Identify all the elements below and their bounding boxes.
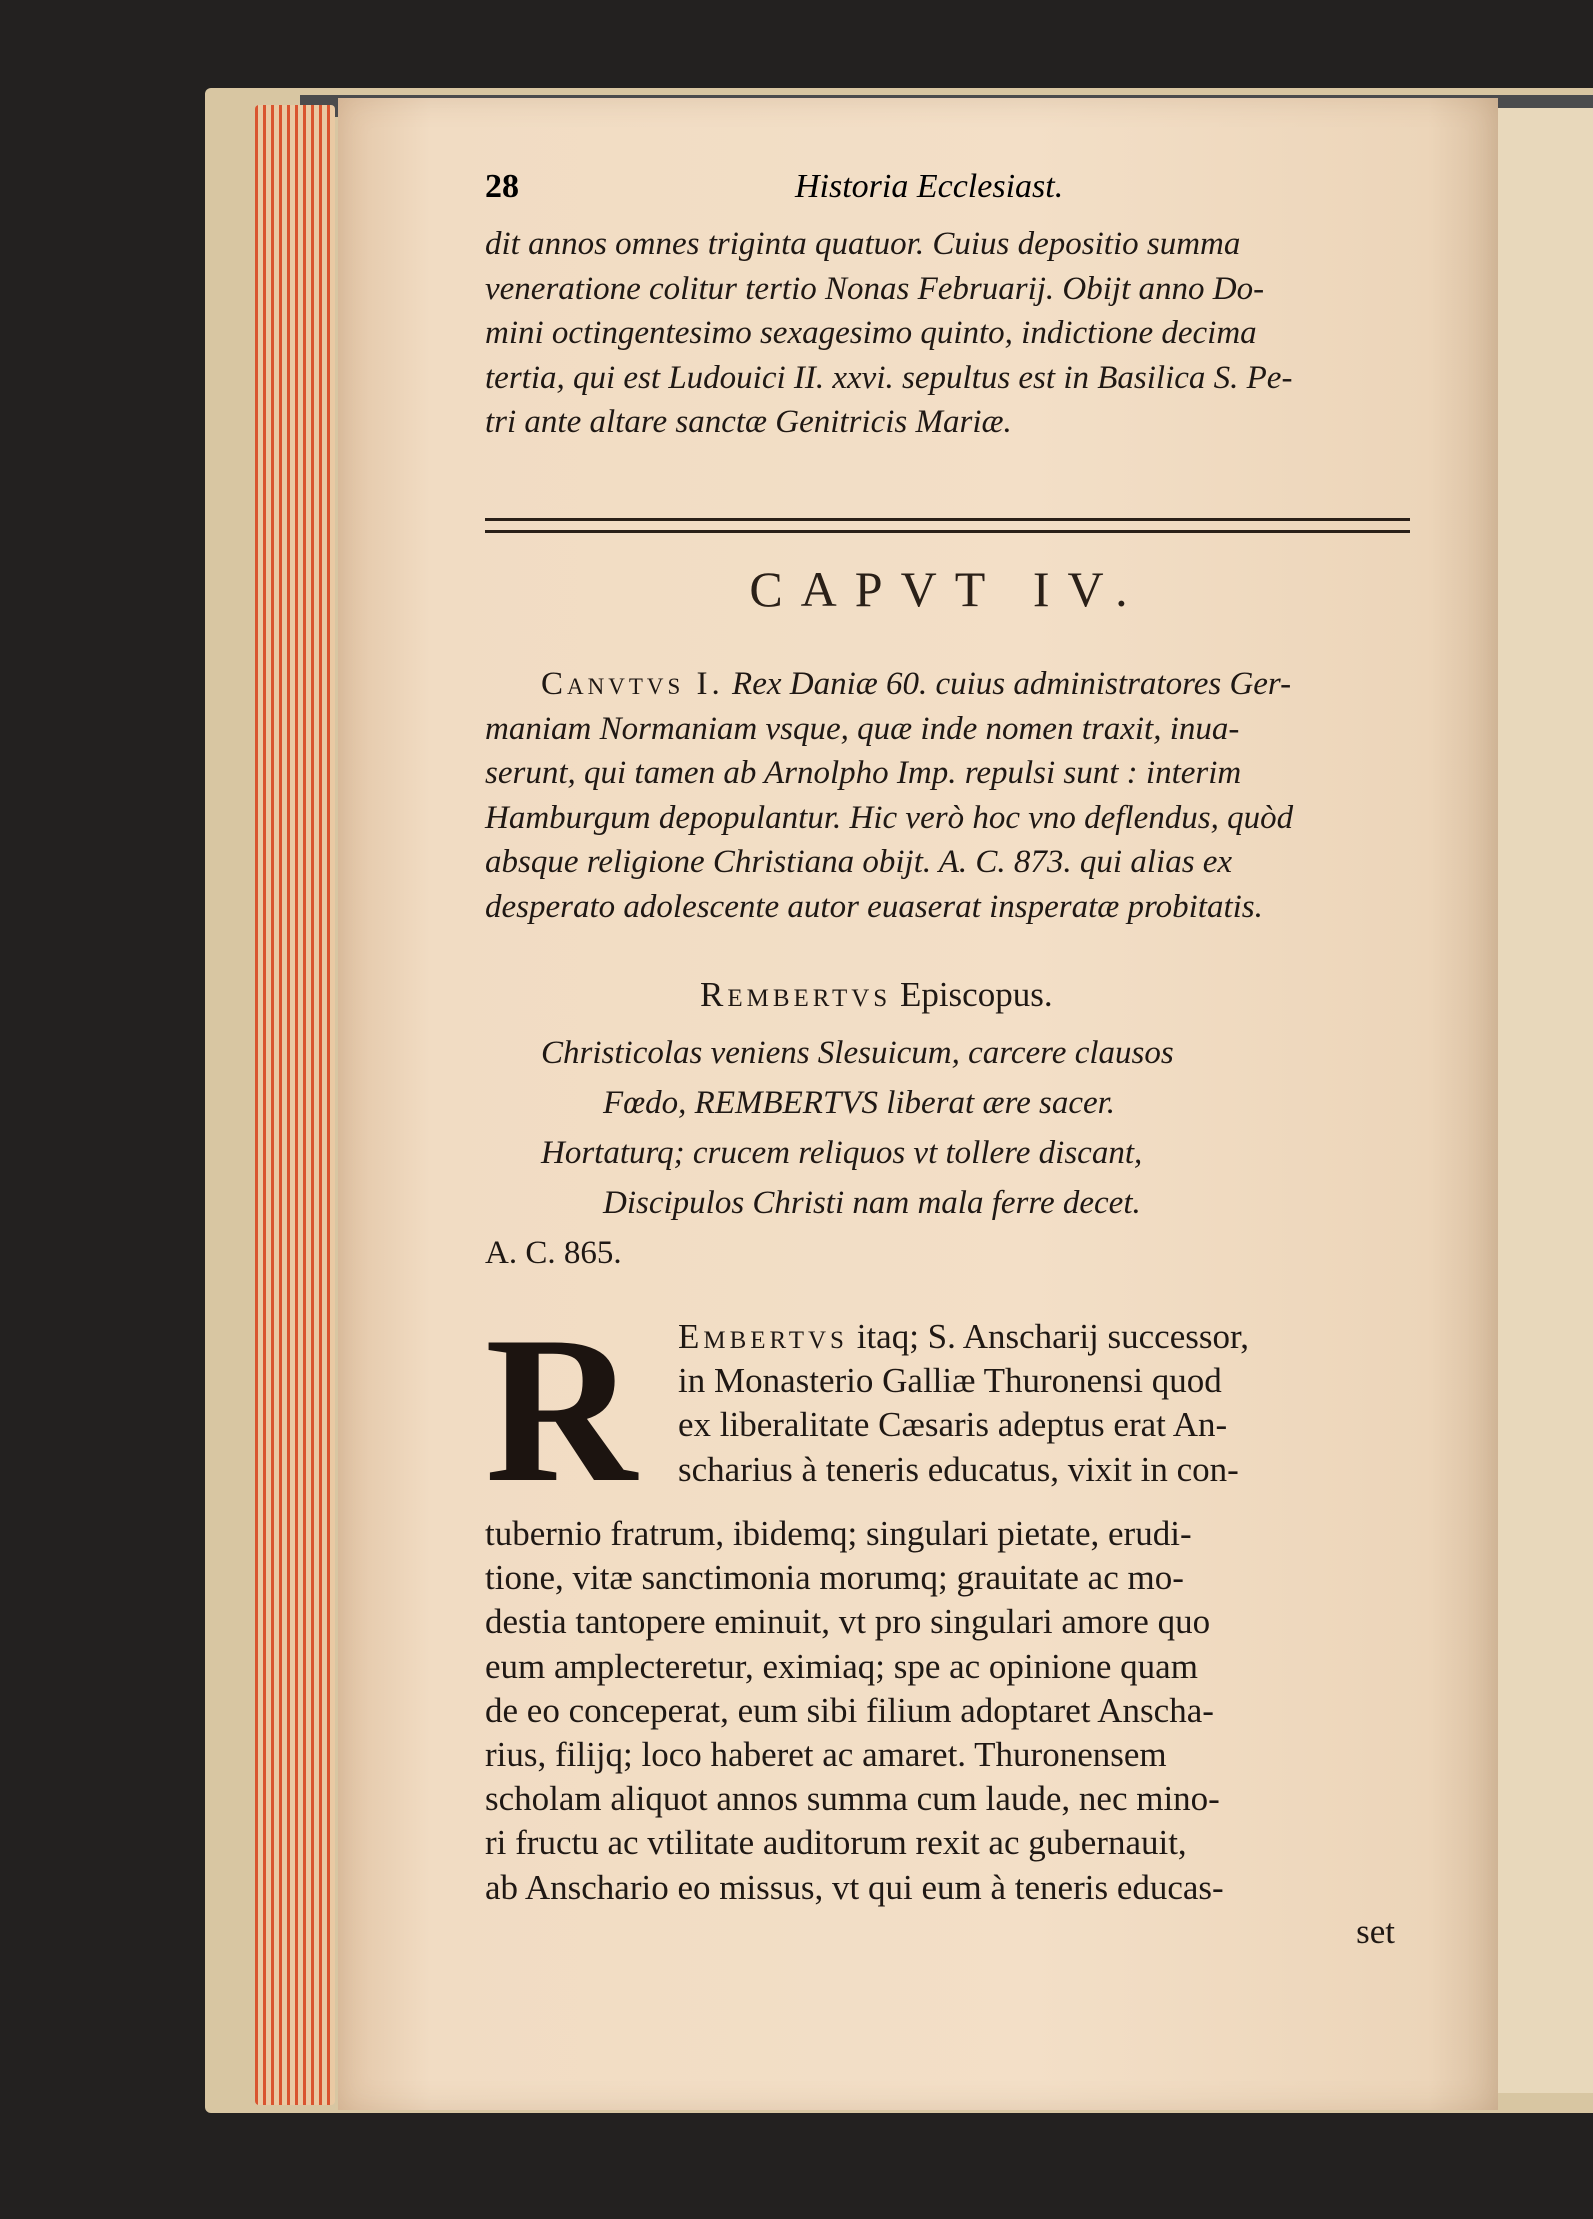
text-line: ex liberalitate Cæsaris adeptus erat An-	[678, 1405, 1228, 1445]
chapter-title: CAPVT IV.	[749, 561, 1146, 617]
text-line: maniam Normaniam vsque, quæ inde nomen traxit, inua-	[485, 710, 1240, 747]
text-line: Hamburgum depopulantur. Hic verò hoc vno deflendus, quòd	[485, 799, 1294, 836]
first-word: Embertvs	[678, 1317, 848, 1356]
text-line: Embertvs itaq; S. Anscharij successor,	[678, 1317, 1249, 1356]
poem-line: Fœdo, REMBERTVS liberat ære sacer.	[603, 1085, 1116, 1121]
text-line: mini octingentesimo sexagesimo quinto, indictione decima	[485, 315, 1257, 351]
facing-page-edge	[1490, 108, 1593, 2093]
text-line: tubernio fratrum, ibidemq; singulari pietate, erudi-	[485, 1514, 1192, 1553]
text-line: rius, filijq; loco haberet ac amaret. Thuronensem	[485, 1735, 1167, 1775]
section-rule	[485, 518, 1410, 533]
text-line: tione, vitæ sanctimonia morumq; grauitate ac mo-	[485, 1558, 1184, 1598]
text-line: veneratione colitur tertio Nonas Februarij. Obijt anno Do-	[485, 270, 1265, 307]
text-line: tri ante altare sanctæ Genitricis Mariæ.	[485, 404, 1012, 440]
chapter-intro	[485, 662, 1405, 929]
text-line: ri fructu ac vtilitate auditorum rexit ac gubernauit,	[485, 1823, 1187, 1863]
catchword: set	[1356, 1911, 1395, 1951]
text-line: eum amplecteretur, eximiaq; spe ac opinione quam	[485, 1646, 1198, 1686]
intro-lead: Canvtvs I.	[541, 666, 724, 702]
poem-line: Christicolas veniens Slesuicum, carcere clausos	[541, 1035, 1174, 1071]
running-head: Historia Ecclesiast.	[795, 168, 1064, 205]
text-line: scholam aliquot annos summa cum laude, nec mino-	[485, 1779, 1220, 1819]
text-line: ab Anschario eo missus, vt qui eum à teneris educas-	[485, 1867, 1224, 1907]
text-line: de eo conceperat, eum sibi filium adoptaret Anscha-	[485, 1690, 1214, 1730]
top-paragraph	[485, 222, 1405, 445]
poem-line: Hortaturq; crucem reliquos vt tollere discant,	[541, 1135, 1143, 1171]
text-line: dit annos omnes triginta quatuor. Cuius depositio summa	[485, 226, 1241, 262]
text-line: in Monasterio Galliæ Thuronensi quod	[678, 1361, 1222, 1401]
poem-line: Discipulos Christi nam mala ferre decet.	[603, 1185, 1141, 1221]
text-line: absque religione Christiana obijt. A. C. 873. qui alias ex	[485, 844, 1233, 880]
text-line: Canvtvs I. Rex Daniæ 60. cuius administratores Ger-	[541, 666, 1292, 702]
poem-heading: Rembertvs Episcopus.	[700, 975, 1053, 1014]
main-text-indented	[678, 1315, 1408, 1492]
poem-date: A. C. 865.	[485, 1235, 622, 1271]
page-number: 28	[485, 168, 519, 205]
main-text	[485, 1512, 1405, 1954]
text-line: scharius à teneris educatus, vixit in con-	[678, 1449, 1239, 1489]
drop-cap: R	[485, 1294, 637, 1526]
page-header	[485, 168, 1385, 218]
red-page-edges	[255, 105, 335, 2105]
text-line: serunt, qui tamen ab Arnolpho Imp. repulsi sunt : interim	[485, 755, 1242, 791]
text-line: destia tantopere eminuit, vt pro singulari amore quo	[485, 1602, 1211, 1642]
text-line: desperato adolescente autor euaserat insperatæ probitatis.	[485, 888, 1263, 925]
text-line: tertia, qui est Ludouici II. xxvi. sepultus est in Basilica S. Pe-	[485, 359, 1293, 396]
poem	[485, 1028, 1405, 1278]
